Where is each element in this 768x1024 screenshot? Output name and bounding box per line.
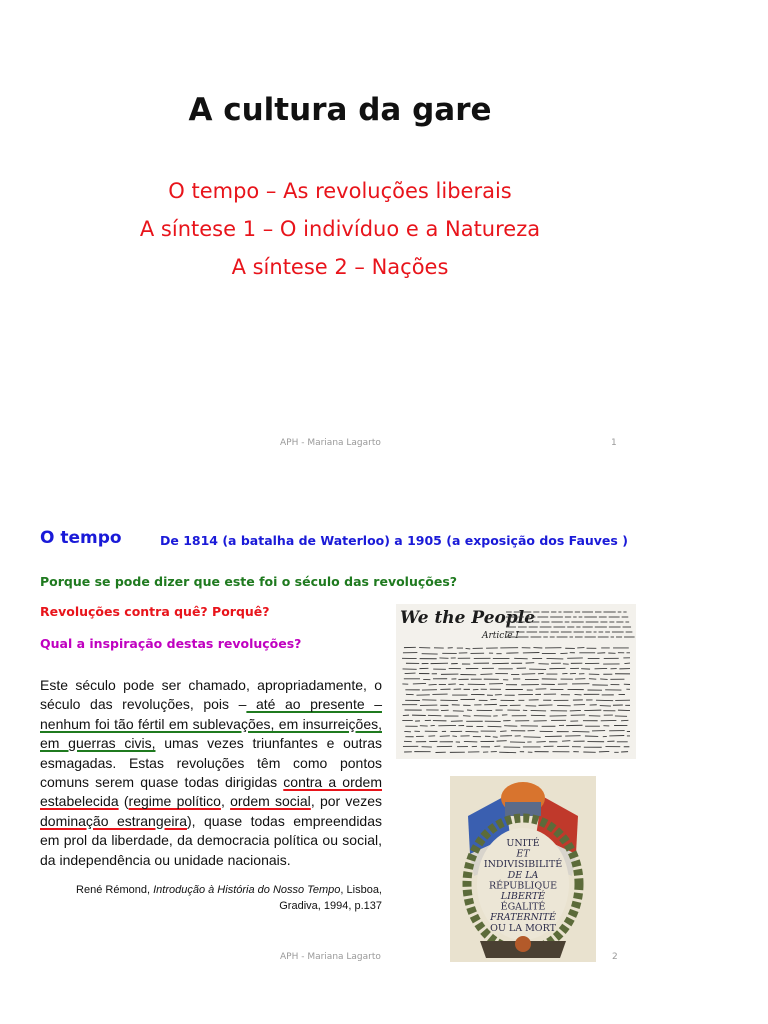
section-title: O tempo [40,528,122,548]
question-2: Revoluções contra quê? Porquê? [40,604,270,619]
constitution-svg [396,604,636,759]
underlined-phrase: ordem social [230,793,311,810]
slide-title: A cultura da gare [188,92,492,128]
underlined-phrase: regime político [128,793,221,810]
citation-work: Introdução à História do Nosso Tempo [153,884,341,896]
slide-1 [0,0,768,470]
poster-text-line: UNITÉ [506,838,540,849]
quote-text: , por vezes [310,793,382,810]
quote-text: , [220,793,231,810]
document-article: Article I [482,631,519,641]
subtitle-2: A síntese 1 – O indivíduo e a Natureza [139,217,541,241]
poster-text-line: INDIVISIBILITÉ [483,859,563,871]
slide-subtitles [0,172,680,286]
document-heading: We the People [400,608,536,628]
poster-text-line: OU LA MORT [490,922,556,934]
slide-footer: APH - Mariana Lagarto [280,952,381,962]
page-number: 1 [611,438,617,448]
quote-paragraph [40,676,382,870]
underlined-phrase: até ao presente – nenhum foi tão fértil em sublevações, em insurreições, em guerras civis, [40,696,382,752]
subtitle-1: O tempo – As revoluções liberais [168,179,512,203]
quote-text: ), quase todas empreendidas em prol da liberdade, da democracia política ou social, da independência ou unidade nacionais. [40,812,382,868]
quote-text: ( [118,793,129,810]
date-range: De 1814 (a batalha de Waterloo) a 1905 (a exposição dos Fauves ) [160,533,628,548]
question-1: Porque se pode dizer que este foi o século das revoluções? [40,574,458,589]
question-3: Qual a inspiração destas revoluções? [40,636,302,651]
poster-text-line: LIBERTÉ [500,891,546,902]
underlined-phrase: dominação estrangeira [40,812,187,829]
citation-details: , Lisboa, Gradiva, 1994, p.137 [279,884,382,912]
page-number: 2 [612,952,618,962]
poster-svg [450,776,596,962]
poster-text-line: FRATERNITÉ [490,912,556,924]
quote-text: umas vezes triunfantes e outras esmagadas. Estas revoluções têm como pontos comuns serem quase todas dirigidas [40,735,382,791]
constitution-image [396,604,636,759]
subtitle-3: A síntese 2 – Nações [231,255,449,279]
quote-text: Este século pode ser chamado, apropriadamente, o século das revoluções, pois – [40,677,382,713]
underlined-phrase: contra a ordem estabelecida [40,774,382,810]
poster-text-line: RÉPUBLIQUE [488,880,558,892]
citation-author: René Rémond, [76,884,154,896]
poster-text-line: DE LA [507,869,539,881]
revolution-poster-image [450,776,596,962]
citation [40,882,382,914]
poster-text-line: ÉGALITÉ [500,901,546,913]
poster-text-line: ET [516,848,530,860]
slide-footer: APH - Mariana Lagarto [280,438,381,448]
slide-2 [0,470,768,1024]
